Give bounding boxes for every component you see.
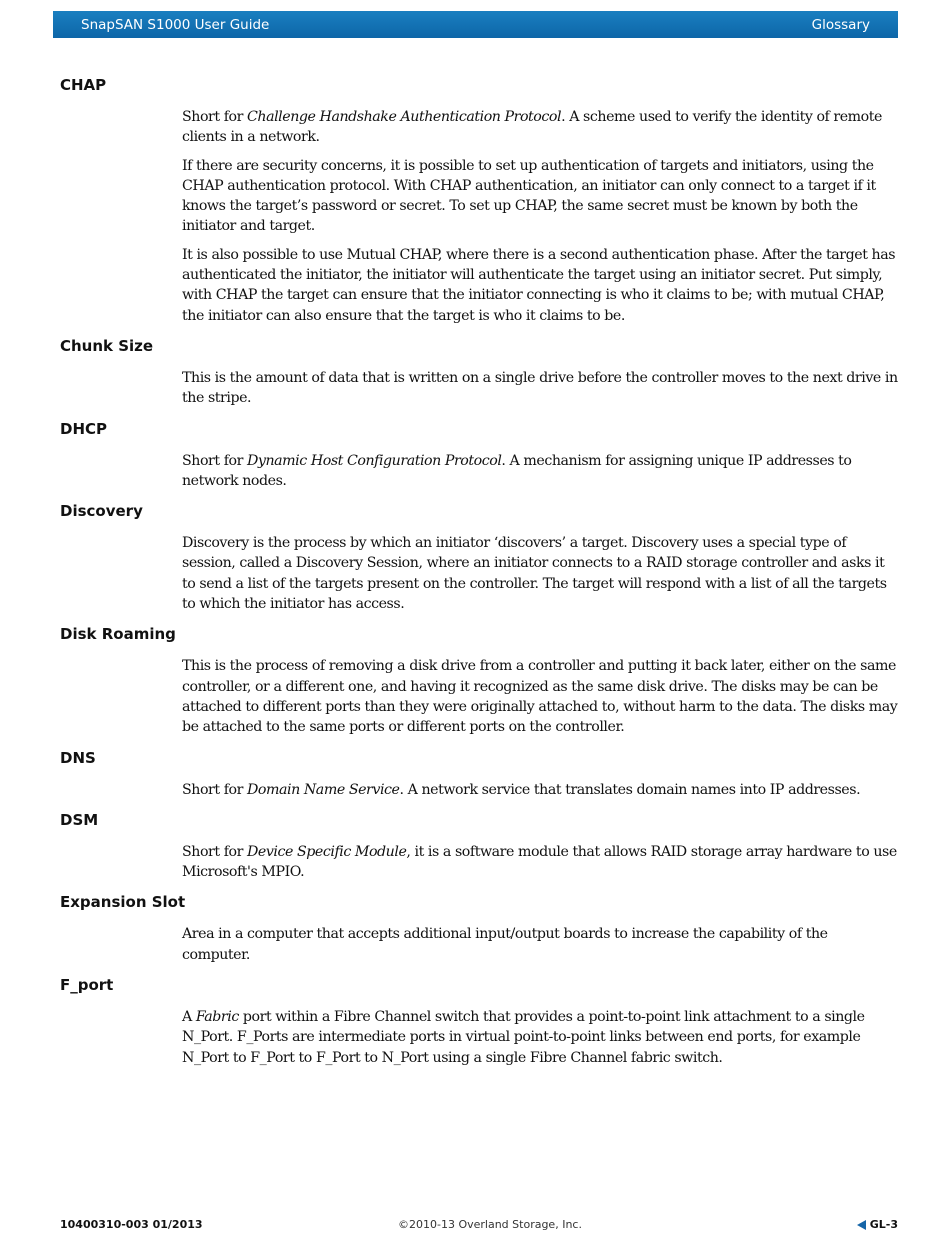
definition-emphasis: Device Specific Module xyxy=(246,843,407,860)
page-header xyxy=(53,11,898,38)
glossary-list xyxy=(0,70,950,1076)
copyright: ©2010-13 Overland Storage, Inc. xyxy=(398,1218,582,1231)
glossary-definition xyxy=(0,533,898,614)
definition-text: A xyxy=(182,1009,196,1026)
glossary-term: F_port xyxy=(60,976,114,995)
definition-emphasis: Domain Name Service xyxy=(246,781,400,798)
glossary-term: DNS xyxy=(60,748,96,767)
definition-text: Short for xyxy=(182,109,247,125)
glossary-definition xyxy=(0,924,898,965)
definition-text: If there are security concerns, it is possible to set up authentication of targets and initiators, using the CHAP authentication protocol. With CHAP authentication, an initiator can only connect to a target if it knows the target’s password or secret. To set up CHAP, the same secret must be known by both the initiator and target. xyxy=(182,157,876,235)
definition-text: Short for xyxy=(182,843,247,860)
definition-text: Discovery is the process by which an initiator ‘discovers’ a target. Discovery uses a special type of session, called a Discovery Session, where an initiator connects to a RAID storage controller and asks it to send a list of the targets present on the controller. The target will respond with a list of all the targets to which the initiator has access. xyxy=(182,535,887,613)
definition-text: Area in a computer that accepts additional input/output boards to increase the capability of the computer. xyxy=(182,926,828,963)
page-number: GL-3 xyxy=(869,1218,898,1231)
section-title: Glossary xyxy=(811,16,870,33)
glossary-term: CHAP xyxy=(60,76,107,94)
glossary-definition xyxy=(0,368,898,409)
definition-text: Short for xyxy=(182,781,247,798)
glossary-definition xyxy=(0,451,898,492)
definition-text: Short for xyxy=(182,452,247,469)
glossary-term: Disk Roaming xyxy=(60,625,176,644)
glossary-definition xyxy=(0,656,898,737)
definition-text: It is also possible to use Mutual CHAP, where there is a second authentication phase. After the target has authenticated the initiator, the initiator will authenticate the target using an initiator secret. Put simply, with CHAP the target can ensure that the initiator connecting is who it claims to be; with mutual CHAP, the initiator can also ensure that the target is who it claims to be. xyxy=(182,246,896,324)
definition-text: This is the amount of data that is written on a single drive before the controller moves to the next drive in the stripe. xyxy=(182,369,898,407)
glossary-definition xyxy=(0,156,898,237)
definition-text: . A network service that translates domain names into IP addresses. xyxy=(399,781,861,798)
definition-emphasis: Challenge Handshake Authentication Protocol xyxy=(246,109,562,125)
page-number-group[interactable] xyxy=(857,1218,898,1231)
glossary-term: DHCP xyxy=(60,419,108,438)
glossary-term: DSM xyxy=(60,810,99,829)
glossary-definition xyxy=(0,107,898,148)
glossary-term: Discovery xyxy=(60,502,143,521)
guide-title: SnapSAN S1000 User Guide xyxy=(81,16,270,33)
glossary-definition xyxy=(0,1007,898,1068)
glossary-definition xyxy=(0,842,898,883)
triangle-left-icon[interactable] xyxy=(857,1220,866,1230)
definition-emphasis: Dynamic Host Configuration Protocol xyxy=(246,452,502,469)
glossary-term: Chunk Size xyxy=(60,336,154,355)
definition-text: This is the process of removing a disk drive from a controller and putting it back later, either on the same controller, or a different one, and having it recognized as the same disk drive. The disks may be can be attached to different ports than they were originally attached to, without harm to the data. The disks may be attached to the same ports or different ports on the controller. xyxy=(182,658,898,736)
page-footer xyxy=(60,1218,898,1236)
definition-text: . A mechanism for assigning unique IP addresses to network nodes. xyxy=(182,452,852,489)
definition-text: , it is a software module that allows RAID storage array hardware to use Microsoft's MPIO. xyxy=(182,843,897,881)
glossary-definition xyxy=(0,245,898,326)
document-id: 10400310-003 01/2013 xyxy=(60,1218,203,1231)
definition-text: . A scheme used to verify the identity of remote clients in a network. xyxy=(182,109,882,146)
definition-text: port within a Fibre Channel switch that provides a point-to-point link attachment to a single N_Port. F_Ports are intermediate ports in virtual point-to-point links between end ports, for example N_Port to F_Port to F_Port to N_Port using a single Fibre Channel fabric switch. xyxy=(182,1009,865,1066)
glossary-term: Expansion Slot xyxy=(60,893,186,912)
definition-emphasis: Fabric xyxy=(195,1009,239,1026)
glossary-definition xyxy=(0,780,898,800)
